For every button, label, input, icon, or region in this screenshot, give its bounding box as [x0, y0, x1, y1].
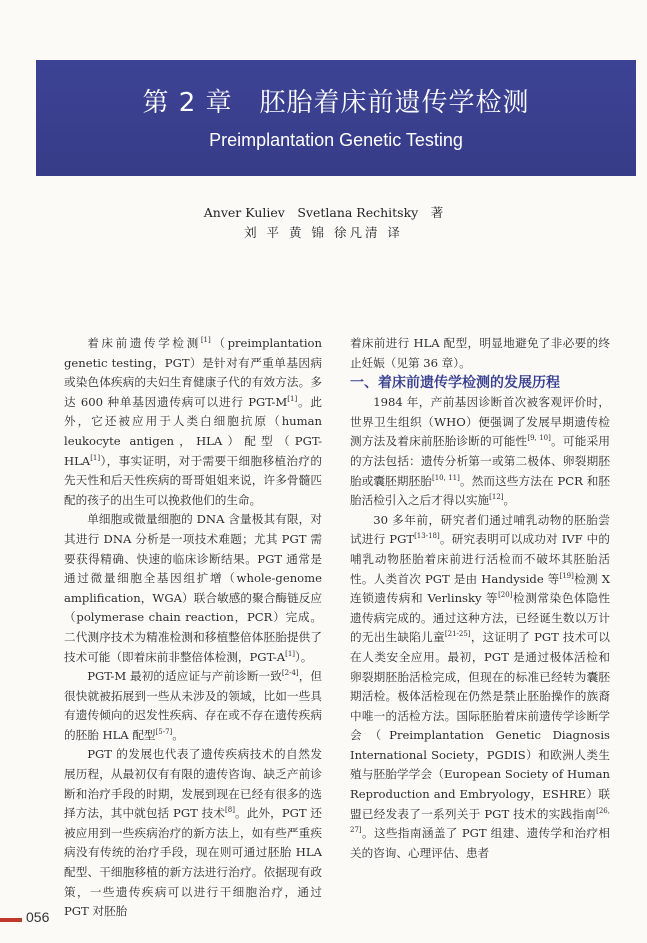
- text-run: ，但很快就被拓展到一些从未涉及的领域，比如一些具有遗传倾向的迟发性疾病、存在或不存在遗传疾病的胚胎 HLA 配型: [64, 669, 322, 742]
- text-run: 单细胞或微量细胞的 DNA 含量极其有限，对其进行 DNA 分析是一项技术难题；尤其 PGT 需要获得精确、快速的临床诊断结果。PGT 通常是通过微量细胞全基因组扩增（whole-genome amplification，WGA）联合敏感的聚合酶链反应（polymerase chain reaction，PCR）完成。二代测序技术为精准检测和移植整倍体胚胎提供了技术可能（即着床前非整倍体检测，PGT-A: [64, 512, 322, 664]
- left-column: [64, 334, 322, 922]
- citation-reference: [2-4]: [281, 669, 299, 678]
- citation-reference: [19]: [559, 571, 574, 580]
- text-run: ）。: [295, 649, 313, 664]
- authors-line: Anver Kuliev Svetlana Rechitsky 著: [203, 205, 444, 220]
- translators-line: 刘 平 黄 锦 徐凡清 译: [244, 225, 403, 240]
- citation-reference: [10, 11]: [432, 473, 460, 482]
- paragraph: [350, 511, 610, 864]
- text-run: 着床前进行 HLA 配型，明显地避免了非必要的终止妊娠（见第 36 章）。: [350, 336, 610, 370]
- text-run: PGT-M 最初的适应证与产前诊断一致: [87, 669, 282, 684]
- citation-reference: [1]: [285, 649, 296, 658]
- text-run: 1984 年，产前基因诊断首次被客观评价时，世界卫生组织（WHO）便强调了发展早期遗传检测方法及着床前胚胎诊断的可能性: [350, 395, 610, 449]
- citation-reference: [12]: [489, 493, 504, 502]
- citation-reference: [26, 27]: [350, 806, 610, 835]
- citation-reference: [20]: [498, 591, 513, 600]
- text-run: 。: [503, 493, 516, 508]
- text-run: 。然而这些方法在 PCR 和胚胎活检引入之后才得以实施: [350, 473, 610, 508]
- citation-reference: [5-7]: [155, 727, 173, 736]
- text-run: ），事实证明，对于需要干细胞移植治疗的先天性和后天性疾病的哥哥姐姐来说，许多骨髓匹配的孩子的出生可以挽救他们的生命。: [64, 453, 322, 507]
- text-run: 检测常染色体隐性遗传病完成的。通过这种方法，已经诞生数以万计的无出生缺陷儿童: [350, 591, 610, 645]
- text-run: 着床前遗传学检测: [87, 336, 201, 350]
- paragraph-continued: [350, 334, 610, 373]
- text-run: 。: [172, 727, 184, 742]
- section-heading: 一、着床前遗传学检测的发展历程: [350, 375, 560, 392]
- text-run: 。可能采用的方法包括：遗传分析第一或第二极体、卵裂期胚胎或囊胚期胚胎: [350, 434, 610, 488]
- chapter-title: 第 2 章 胚胎着床前遗传学检测: [142, 88, 530, 118]
- text-run: 30 多年前，研究者们通过哺乳动物的胚胎尝试进行 PGT: [350, 512, 610, 547]
- chapter-subtitle: Preimplantation Genetic Testing: [209, 130, 463, 150]
- page-number: 056: [26, 909, 50, 925]
- text-run: （preimplantation genetic testing，PGT）是针对有严重单基因病或染色体疾病的夫妇生育健康子代的有效方法。多达 600 种单基因遗传病可以进行 PGT-M: [64, 336, 322, 409]
- page-number-accent-bar: [0, 918, 22, 922]
- paragraph: [64, 334, 322, 510]
- citation-reference: [9, 10]: [527, 434, 551, 443]
- citation-reference: [21-25]: [444, 630, 471, 639]
- text-run: 。此外，PGT 还被应用到一些疾病治疗的新方法上，如有些严重疾病没有传统的治疗手段，现在则可通过胚胎 HLA 配型、干细胞移植的新方法进行治疗。依据现有政策，一些遗传疾病可以进行干细胞治疗，通过 PGT 对胚胎: [64, 806, 322, 919]
- paragraph: [64, 745, 322, 921]
- text-run: 。此外，它还被应用于人类白细胞抗原（human leukocyte antigen，HLA）配型（PGT-HLA: [64, 394, 322, 468]
- paragraph: [64, 510, 322, 667]
- text-run: PGT 的发展也代表了遗传疾病技术的自然发展历程，从最初仅有有限的遗传咨询、缺乏产前诊断和治疗手段的时期，发展到现在已经有很多的选择方法，其中就包括 PGT 技术: [64, 747, 322, 821]
- citation-reference: [1]: [287, 394, 298, 403]
- right-column: [350, 334, 610, 863]
- paragraph: [350, 393, 610, 511]
- citation-reference: [1]: [200, 336, 211, 344]
- citation-reference: [8]: [225, 806, 235, 815]
- text-run: 。这些指南涵盖了 PGT 组建、遗传学和治疗相关的咨询、心理评估、患者: [350, 826, 610, 860]
- citation-reference: [1]: [90, 453, 101, 462]
- citation-reference: [13-18]: [414, 532, 440, 541]
- paragraph: [64, 667, 322, 745]
- text-run: ，这证明了 PGT 技术可以在人类安全应用。最初，PGT 是通过极体活检和卵裂期胚胎活检完成，但现在的标准已经转为囊胚期活检。极体活检现在仍然是禁止胚胎操作的族裔中唯一的活检方法。国际胚胎着床前遗传学诊断学会（Preimplantation Genetic Diagnosis International Society，PGDIS）和欧洲人类生殖与胚胎学学会（European Society of Human Reproduction and Embryology，ESHRE）联盟已经发表了一系列关于 PGT 技术的实践指南: [350, 630, 610, 821]
- text-run: 检测 X 连锁遗传病和 Verlinsky 等: [350, 571, 610, 606]
- text-run: 。研究表明可以成功对 IVF 中的哺乳动物胚胎着床前进行活检而不破坏其胚胎活性。人类首次 PGT 是由 Handyside 等: [350, 532, 610, 586]
- chapter-banner: [36, 60, 636, 176]
